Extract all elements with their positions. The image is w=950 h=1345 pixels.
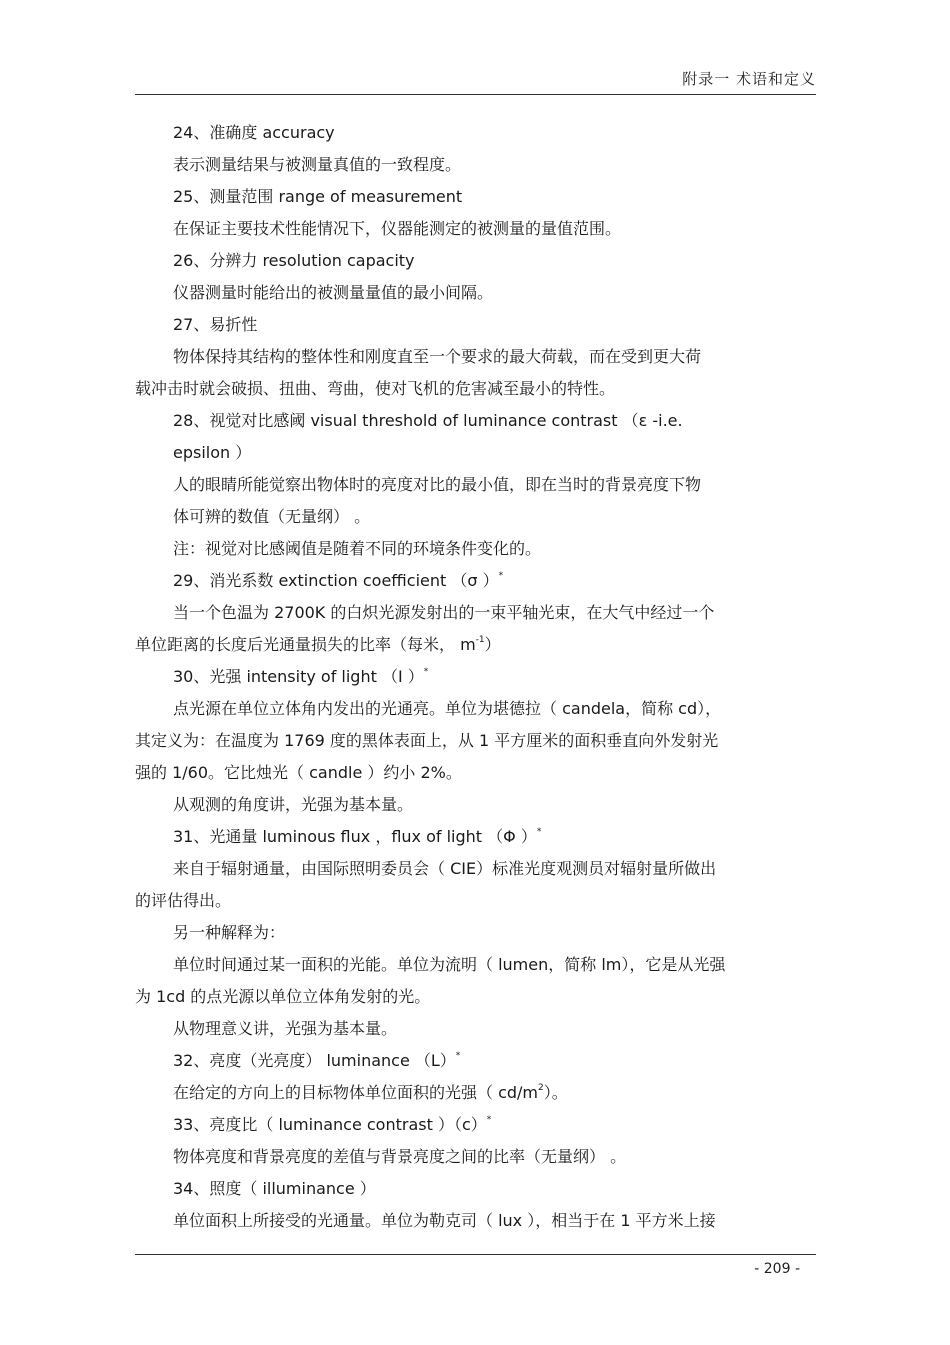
text-line: [135, 309, 815, 341]
line-text: 单位时间通过某一面积的光能。单位为流明（ lumen，简称 lm），它是从光强: [173, 955, 726, 974]
text-line: [135, 1173, 815, 1205]
text-line: [135, 597, 815, 629]
text-line: [135, 885, 815, 917]
superscript: *: [455, 1050, 461, 1061]
line-text: 其定义为：在温度为 1769 度的黑体表面上，从 1 平方厘米的面积垂直向外发射光: [135, 731, 719, 750]
line-text: 仪器测量时能给出的被测量量值的最小间隔。: [173, 283, 494, 302]
line-text: 25、测量范围 range of measurement: [173, 187, 463, 206]
text-line: [135, 1205, 815, 1237]
text-line: [135, 693, 815, 725]
superscript: -1: [475, 634, 485, 645]
document-body: [135, 117, 815, 1237]
text-line: [135, 661, 815, 693]
page-number: - 209 -: [754, 1261, 800, 1277]
line-text: 24、准确度 accuracy: [173, 123, 335, 142]
text-line: [135, 277, 815, 309]
line-text: 30、光强 intensity of light （I ）: [173, 667, 424, 686]
text-line: [135, 1141, 815, 1173]
text-line: [135, 1077, 815, 1109]
superscript: *: [423, 666, 429, 677]
line-text: 从物理意义讲，光强为基本量。: [173, 1019, 398, 1038]
superscript: 2: [538, 1082, 544, 1093]
footer-divider: [135, 1254, 816, 1255]
superscript: *: [536, 826, 542, 837]
text-line: [135, 373, 815, 405]
line-text: 的评估得出。: [135, 891, 232, 910]
text-line: [135, 949, 815, 981]
text-line: [135, 405, 815, 437]
text-line: [135, 213, 815, 245]
text-line: [135, 437, 815, 469]
text-line: [135, 981, 815, 1013]
text-line: [135, 853, 815, 885]
line-text: 29、消光系数 extinction coefficient （σ ）: [173, 571, 499, 590]
text-line: [135, 917, 815, 949]
text-line: [135, 469, 815, 501]
line-text: 单位面积上所接受的光通量。单位为勒克司（ lux ），相当于在 1 平方米上接: [173, 1211, 716, 1230]
line-text: 在给定的方向上的目标物体单位面积的光强（ cd/m: [173, 1083, 539, 1102]
line-text: 当一个色温为 2700K 的白炽光源发射出的一束平轴光束，在大气中经过一个: [173, 603, 715, 622]
line-text: 点光源在单位立体角内发出的光通亮。单位为堪德拉（ candela，简称 cd），: [173, 699, 722, 718]
line-text: 单位距离的长度后光通量损失的比率（每米， m: [135, 635, 476, 654]
text-line: [135, 757, 815, 789]
line-text: 载冲击时就会破损、扭曲、弯曲，使对飞机的危害减至最小的特性。: [135, 379, 616, 398]
text-line: [135, 1045, 815, 1077]
text-line: [135, 245, 815, 277]
line-text: 物体亮度和背景亮度的差值与背景亮度之间的比率（无量纲） 。: [173, 1147, 627, 1166]
text-line: [135, 117, 815, 149]
header-divider: [135, 94, 816, 95]
text-line: [135, 725, 815, 757]
text-line: [135, 341, 815, 373]
line-text: 物体保持其结构的整体性和刚度直至一个要求的最大荷载，而在受到更大荷: [173, 347, 702, 366]
line-text-suffix: ）。: [543, 1083, 568, 1102]
line-text: 27、易折性: [173, 315, 258, 334]
line-text: 强的 1/60。它比烛光（ candle ）约小 2%。: [135, 763, 462, 782]
line-text-suffix: ）: [484, 635, 501, 654]
text-line: [135, 1013, 815, 1045]
line-text: 来自于辐射通量，由国际照明委员会（ CIE）标准光度观测员对辐射量所做出: [173, 859, 717, 878]
superscript: *: [498, 570, 504, 581]
line-text: 表示测量结果与被测量真值的一致程度。: [173, 155, 462, 174]
text-line: [135, 181, 815, 213]
text-line: [135, 821, 815, 853]
text-line: [135, 629, 815, 661]
text-line: [135, 501, 815, 533]
line-text: 体可辨的数值（无量纲） 。: [173, 507, 371, 526]
text-line: [135, 149, 815, 181]
superscript: *: [486, 1114, 492, 1125]
line-text: 26、分辨力 resolution capacity: [173, 251, 415, 270]
line-text: 注：视觉对比感阈值是随着不同的环境条件变化的。: [173, 539, 542, 558]
page-header: 附录一 术语和定义: [682, 70, 816, 88]
line-text: 从观测的角度讲，光强为基本量。: [173, 795, 414, 814]
line-text: 28、视觉对比感阈 visual threshold of luminance contrast （ε -i.e.: [173, 411, 683, 430]
text-line: [135, 533, 815, 565]
line-text: 另一种解释为：: [173, 923, 286, 942]
line-text: 在保证主要技术性能情况下，仪器能测定的被测量的量值范围。: [173, 219, 622, 238]
line-text: 人的眼睛所能觉察出物体时的亮度对比的最小值，即在当时的背景亮度下物: [173, 475, 702, 494]
line-text: epsilon ）: [173, 443, 252, 462]
line-text: 33、亮度比（ luminance contrast ）（c）: [173, 1115, 487, 1134]
text-line: [135, 565, 815, 597]
line-text: 31、光通量 luminous flux ，flux of light （Φ ）: [173, 827, 537, 846]
text-line: [135, 789, 815, 821]
line-text: 为 1cd 的点光源以单位立体角发射的光。: [135, 987, 431, 1006]
line-text: 34、照度（ illuminance ）: [173, 1179, 376, 1198]
line-text: 32、亮度（光亮度） luminance （L）: [173, 1051, 456, 1070]
text-line: [135, 1109, 815, 1141]
